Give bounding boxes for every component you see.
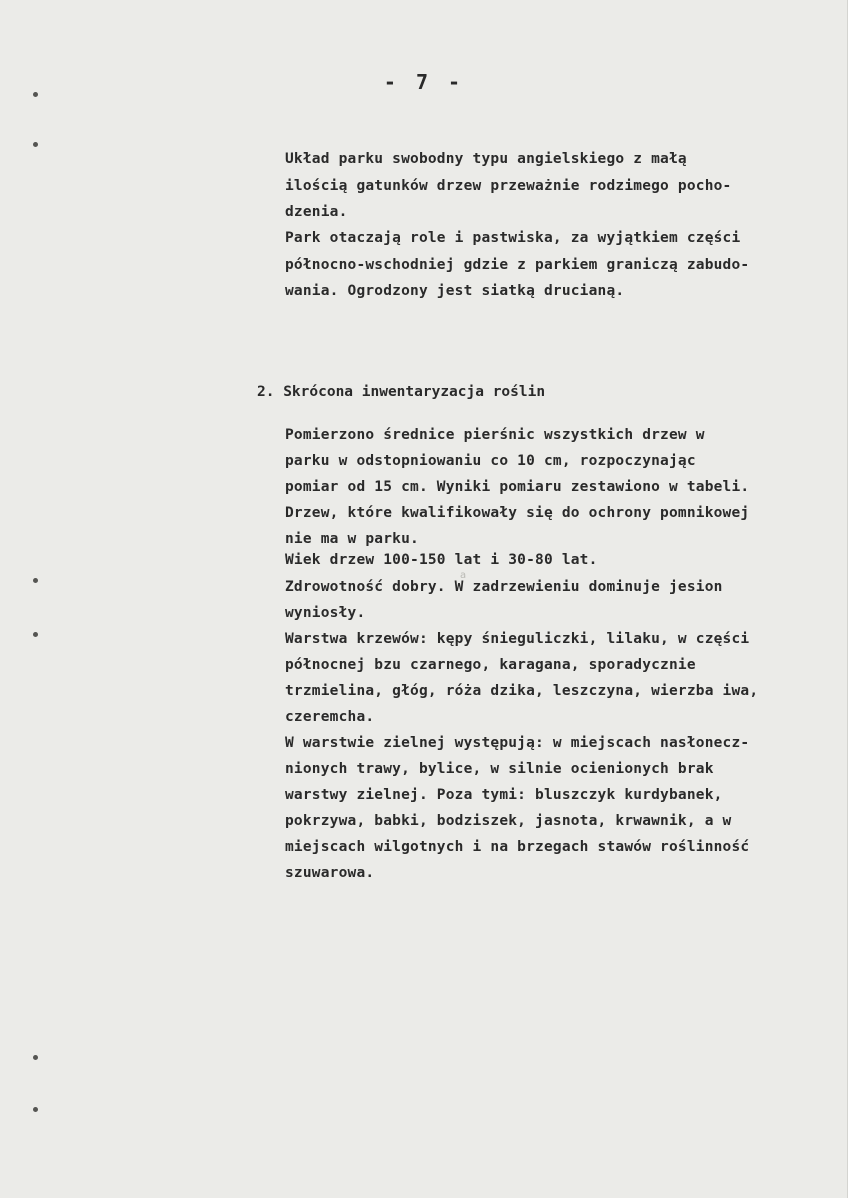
section2-line-12: czeremcha.: [285, 709, 375, 725]
punch-hole-mid-2: [33, 632, 38, 637]
section2-line-16: pokrzywa, babki, bodziszek, jasnota, krwawnik, a w: [285, 813, 732, 829]
section2-line-6: Wiek drzew 100-150 lat i 30-80 lat.: [285, 552, 598, 568]
punch-hole-mid-1: [33, 578, 38, 583]
pencil-annotation: a: [460, 570, 467, 581]
punch-hole-top-2: [33, 142, 38, 147]
section2-line-18: szuwarowa.: [285, 865, 375, 881]
section2-line-15: warstwy zielnej. Poza tymi: bluszczyk kurdybanek,: [285, 787, 723, 803]
section1-line-6: wania. Ogrodzony jest siatką drucianą.: [285, 283, 625, 299]
section1-line-2: ilością gatunków drzew przeważnie rodzimego pocho-: [285, 178, 732, 194]
section2-heading: 2. Skrócona inwentaryzacja roślin: [257, 384, 546, 400]
section2-line-3: pomiar od 15 cm. Wyniki pomiaru zestawiono w tabeli.: [285, 479, 750, 495]
section1-line-5: północno-wschodniej gdzie z parkiem graniczą zabudo-: [285, 257, 750, 273]
section2-line-10: północnej bzu czarnego, karagana, sporadycznie: [285, 657, 696, 673]
section2-line-17: miejscach wilgotnych i na brzegach stawów roślinność: [285, 839, 750, 855]
section2-line-13: W warstwie zielnej występują: w miejscach nasłonecz-: [285, 735, 750, 751]
punch-hole-bottom-2: [33, 1107, 38, 1112]
page-number: - 7 -: [383, 70, 465, 94]
section1-line-3: dzenia.: [285, 204, 348, 220]
section2-line-4: Drzew, które kwalifikowały się do ochrony pomnikowej: [285, 505, 750, 521]
section2-line-14: nionych trawy, bylice, w silnie ocienionych brak: [285, 761, 714, 777]
section2-line-7: Zdrowotność dobry. W zadrzewieniu dominuje jesion: [285, 579, 723, 595]
section2-line-2: parku w odstopniowaniu co 10 cm, rozpoczynając: [285, 453, 696, 469]
section2-line-9: Warstwa krzewów: kępy śnieguliczki, lilaku, w części: [285, 631, 750, 647]
section1-line-4: Park otaczają role i pastwiska, za wyjątkiem części: [285, 230, 741, 246]
section2-line-1: Pomierzono średnice pierśnic wszystkich drzew w: [285, 427, 705, 443]
section2-line-8: wyniosły.: [285, 605, 366, 621]
section1-line-1: Układ parku swobodny typu angielskiego z małą: [285, 151, 687, 167]
section2-line-11: trzmielina, głóg, róża dzika, leszczyna, wierzba iwa,: [285, 683, 759, 699]
punch-hole-bottom-1: [33, 1055, 38, 1060]
section2-line-5: nie ma w parku.: [285, 531, 419, 547]
